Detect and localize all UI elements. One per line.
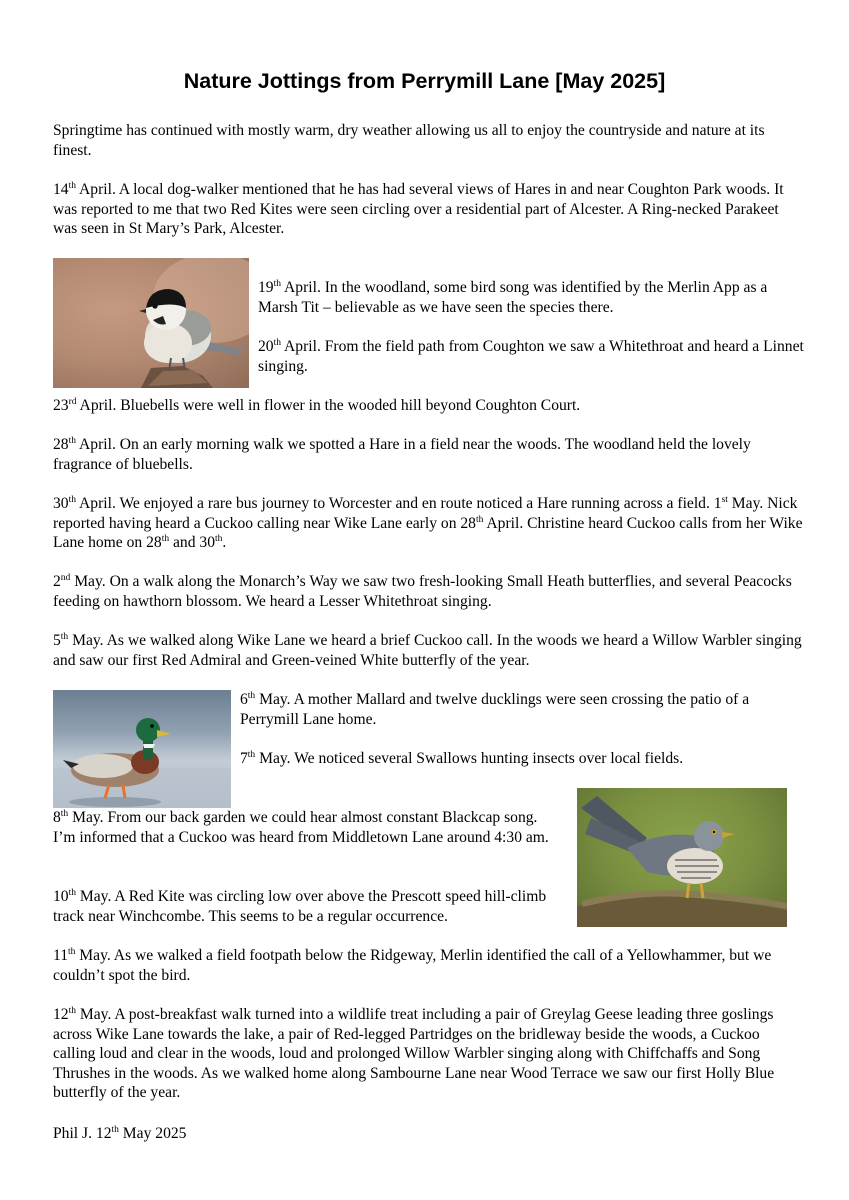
entry-may2: 2nd May. On a walk along the Monarch’s Way we saw two fresh-looking Small Heath butterflies, and several Peacocks feeding on hawthorn blossom. We heard a Lesser Whitethroat singing. [53,572,792,610]
page-title: Nature Jottings from Perrymill Lane [May 2025] [183,69,666,93]
entry-may12: 12th May. A post-breakfast walk turned into a wildlife treat including a pair of Greylag Geese leading three goslings across Wike Lane towards the lake, a pair of Red-legged Partridges on the bridleway beside the woods, a Cuckoo calling loud and clear in the woods, loud and prolonged Willow Warbler singing along with Chiffchaffs and Song Thrushes in the woods. As we walked home along Sambourne Lane near Wood Terrace we saw our first Holly Blue butterfly of the year. [53,1005,775,1102]
mallard-photo [53,690,231,808]
cuckoo-illustration [577,788,787,927]
intro-paragraph: Springtime has continued with mostly warm, dry weather allowing us all to enjoy the countryside and nature at its finest. [53,122,765,159]
entry-apr14: 14th April. A local dog-walker mentioned that he has had several views of Hares in and near Coughton Park woods. It was reported to me that two Red Kites were seen circling over a residential part of Alcester. A Ring-necked Parakeet was seen in St Mary’s Park, Alcester. [53,180,784,238]
marsh-tit-illustration [53,258,249,388]
entry-may10: 10th May. A Red Kite was circling low over above the Prescott speed hill-climb track near Winchcombe. This seems to be a regular occurrence. [53,887,547,925]
cuckoo-photo [577,788,787,927]
marsh-tit-photo [53,258,249,388]
entry-may8: 8th May. From our back garden we could hear almost constant Blackcap song. I’m informed that a Cuckoo was heard from Middletown Lane around 4:30 am. [53,808,549,846]
entry-may5: 5th May. As we walked along Wike Lane we heard a brief Cuckoo call. In the woods we heard a Willow Warbler singing and saw our first Red Admiral and Green-veined White butterfly of the year. [53,631,802,669]
mallard-illustration [53,690,231,808]
entry-may7: 7th May. We noticed several Swallows hunting insects over local fields. [240,749,684,767]
entry-apr20: 20th April. From the field path from Coughton we saw a Whitethroat and heard a Linnet singing. [258,337,804,375]
entry-may6: 6th May. A mother Mallard and twelve ducklings were seen crossing the patio of a Perrymill Lane home. [240,690,750,728]
signature: Phil J. 12th May 2025 [53,1124,187,1142]
entry-apr19: 19th April. In the woodland, some bird song was identified by the Merlin App as a Marsh Tit – believable as we have seen the species there. [258,278,768,316]
entry-apr23: 23rd April. Bluebells were well in flower in the wooded hill beyond Coughton Court. [53,396,581,414]
entry-apr28: 28th April. On an early morning walk we spotted a Hare in a field near the woods. The woodland held the lovely fragrance of bluebells. [53,435,751,473]
entry-apr30-may1: 30th April. We enjoyed a rare bus journey to Worcester and en route noticed a Hare running across a field. 1st May. Nick reported having heard a Cuckoo calling near Wike Lane early on 28th April. Christine heard Cuckoo calls from her Wike Lane home on 28th and 30th. [53,494,803,552]
entry-may11: 11th May. As we walked a field footpath below the Ridgeway, Merlin identified the call of a Yellowhammer, but we couldn’t spot the bird. [53,946,772,984]
